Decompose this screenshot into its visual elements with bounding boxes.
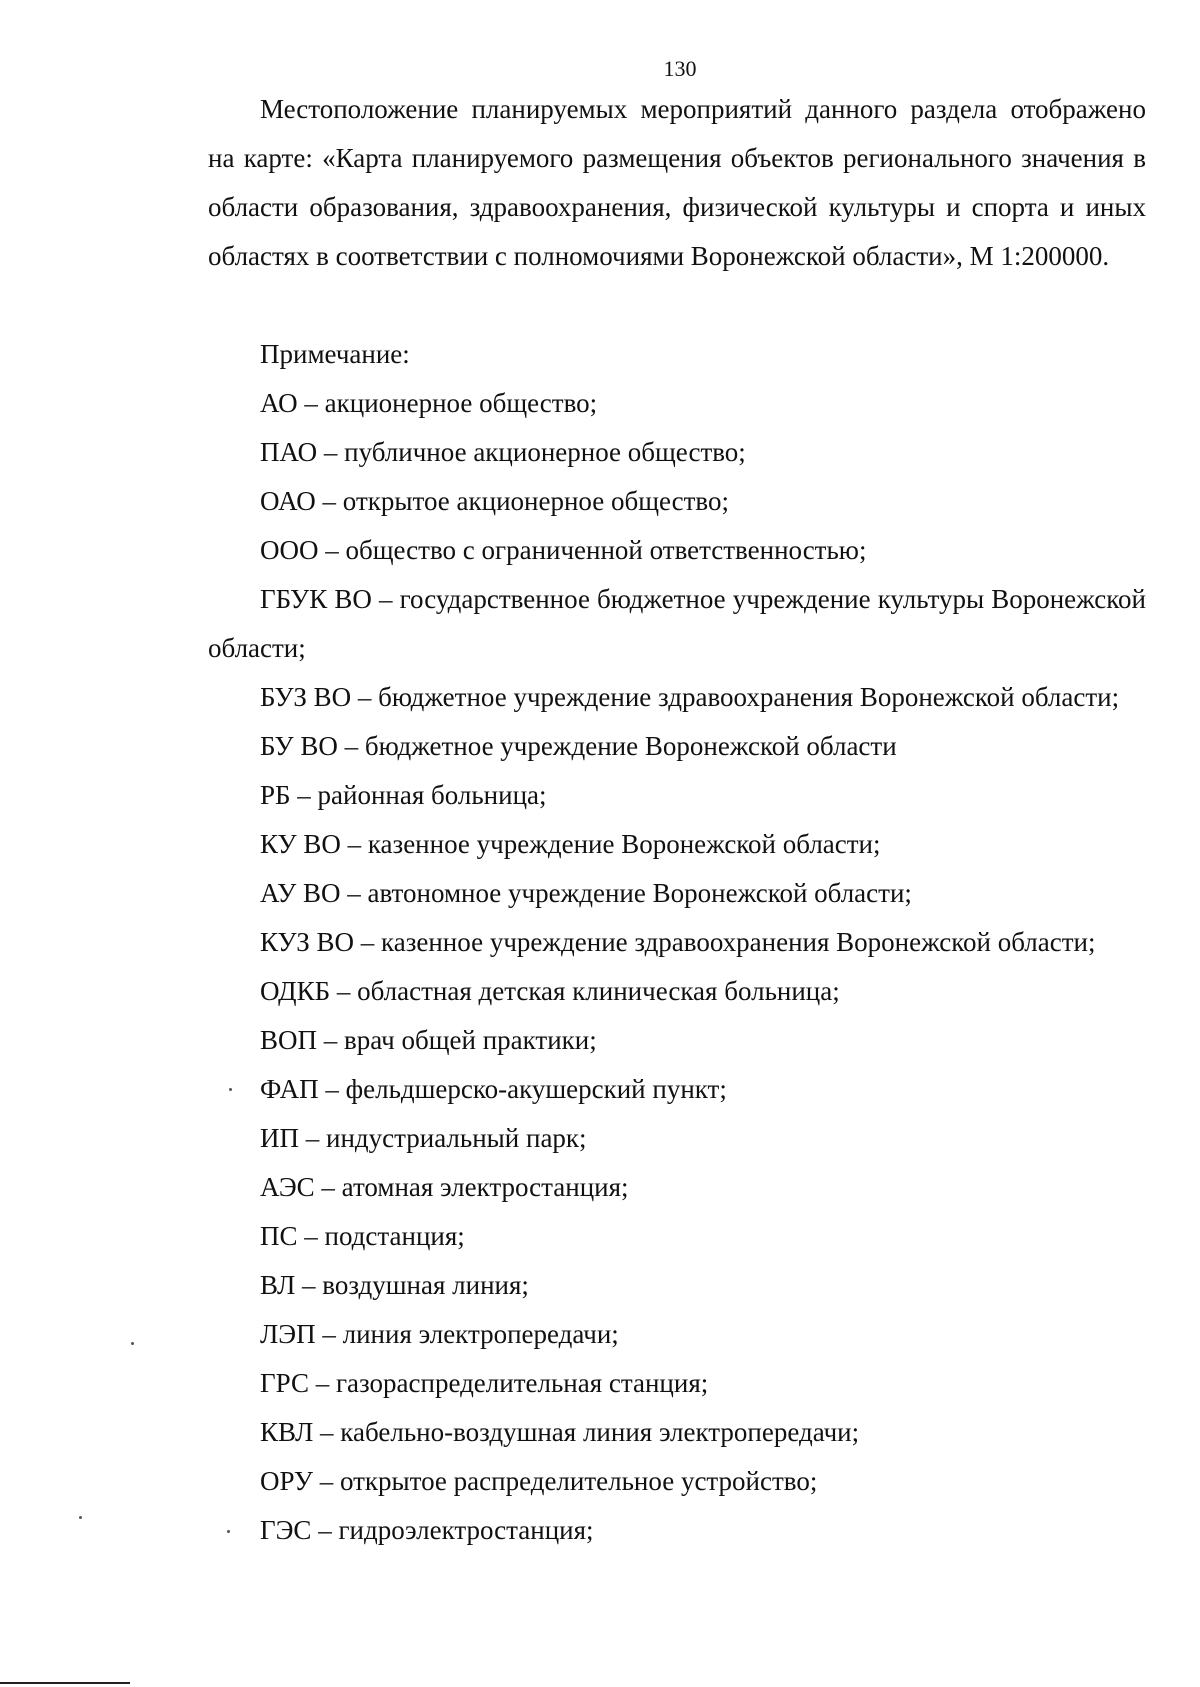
scan-speck xyxy=(227,1530,230,1533)
note-item: ОРУ – открытое распределительное устройство; xyxy=(260,1466,818,1496)
note-item: ВЛ – воздушная линия; xyxy=(260,1270,529,1300)
note-item: ОАО – открытое акционерное общество; xyxy=(260,486,729,516)
notes-section xyxy=(208,330,1146,1555)
note-item: ВОП – врач общей практики; xyxy=(260,1025,597,1055)
note-item: ГЭС – гидроэлектростанция; xyxy=(260,1515,594,1545)
note-item: КВЛ – кабельно-воздушная линия электропередачи; xyxy=(260,1417,860,1447)
note-item: ПАО – публичное акционерное общество; xyxy=(260,437,746,467)
note-item: ОДКБ – областная детская клиническая больница; xyxy=(260,976,840,1006)
notes-heading: Примечание: xyxy=(260,339,410,369)
note-item: ООО – общество с ограниченной ответственностью; xyxy=(260,535,867,565)
scan-speck xyxy=(229,1088,232,1091)
note-item: ПС – подстанция; xyxy=(260,1221,465,1251)
intro-section xyxy=(208,85,1146,281)
note-item: ГБУК ВО – государственное бюджетное учреждение культуры Воронежской области; xyxy=(208,584,1146,663)
note-item: БУ ВО – бюджетное учреждение Воронежской области xyxy=(260,731,897,761)
intro-paragraph: Местоположение планируемых мероприятий данного раздела отображено на карте: «Карта планируемого размещения объектов регионального значения в области образования, здравоохранения, физической культуры и спорта и иных областях в соответствии с полномочиями Воронежской области», М 1:200000. xyxy=(208,94,1146,271)
note-item: ЛЭП – линия электропередачи; xyxy=(260,1319,619,1349)
note-item: АЭС – атомная электростанция; xyxy=(260,1172,629,1202)
note-item: АУ ВО – автономное учреждение Воронежской области; xyxy=(260,878,912,908)
note-item: ИП – индустриальный парк; xyxy=(260,1123,587,1153)
page-number: 130 xyxy=(663,56,697,81)
note-item: АО – акционерное общество; xyxy=(260,388,598,418)
scan-speck xyxy=(79,1516,82,1519)
scan-speck xyxy=(131,1342,134,1345)
note-item: КУЗ ВО – казенное учреждение здравоохранения Воронежской области; xyxy=(260,927,1096,957)
note-item: БУЗ ВО – бюджетное учреждение здравоохранения Воронежской области; xyxy=(260,682,1120,712)
note-item: ФАП – фельдшерско-акушерский пункт; xyxy=(260,1074,727,1104)
note-item: РБ – районная больница; xyxy=(260,780,547,810)
note-item: КУ ВО – казенное учреждение Воронежской области; xyxy=(260,829,881,859)
bottom-rule xyxy=(0,1682,130,1684)
note-item: ГРС – газораспределительная станция; xyxy=(260,1368,709,1398)
